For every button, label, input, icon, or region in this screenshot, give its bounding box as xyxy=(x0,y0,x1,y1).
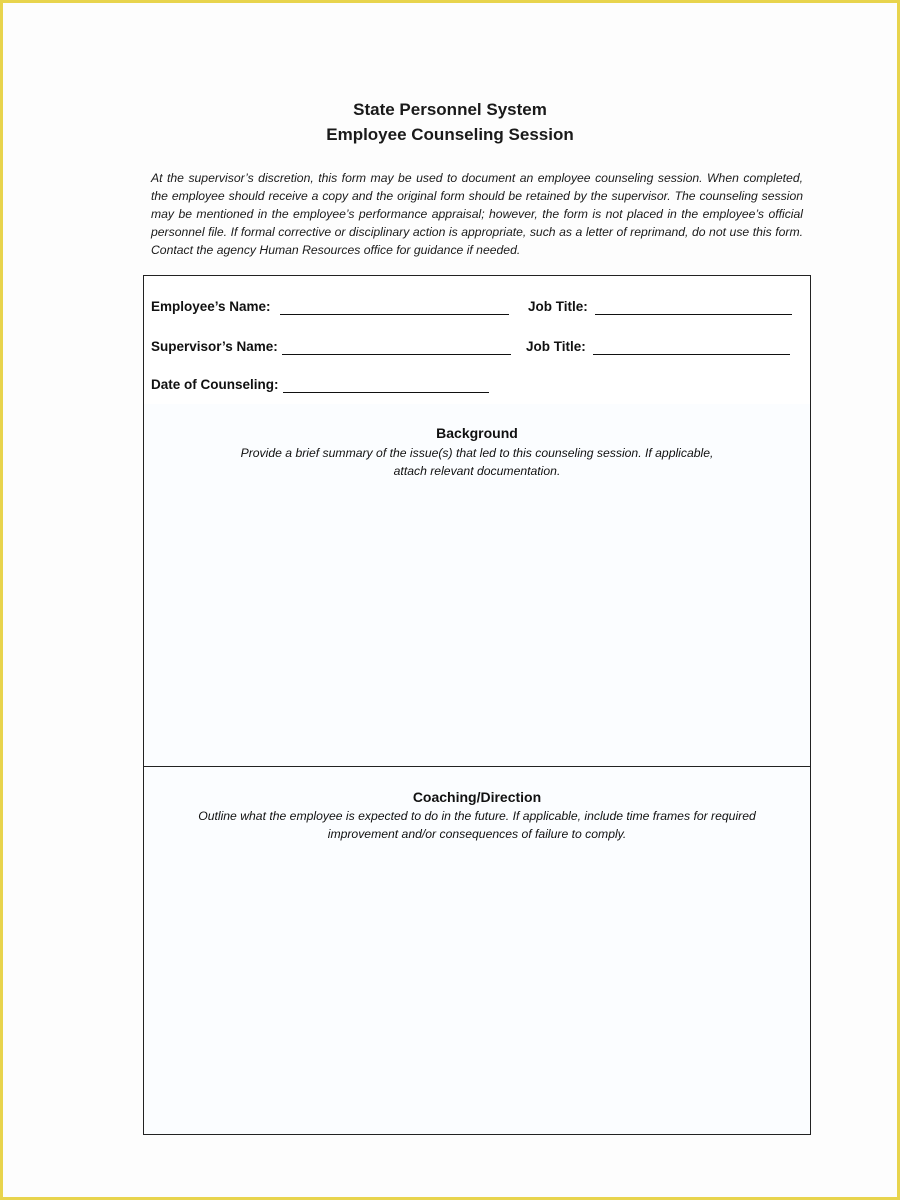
supervisor-job-title-label: Job Title: xyxy=(526,339,586,354)
date-of-counseling-label: Date of Counseling: xyxy=(151,377,279,392)
supervisor-name-label: Supervisor’s Name: xyxy=(151,339,278,354)
coaching-direction-section[interactable] xyxy=(143,766,811,1135)
employee-name-label: Employee’s Name: xyxy=(151,299,271,314)
background-instructions-line2: attach relevant documentation. xyxy=(393,464,561,478)
background-heading: Background xyxy=(436,425,518,441)
intro-paragraph: At the supervisor’s discretion, this form may be used to document an employee counseling session. When completed, the employee should receive a copy and the original form should be retained by the supervisor. The counseling session may be mentioned in the employee’s performance appraisal; however, the form is not placed in the employee’s official personnel file. If formal corrective or disciplinary action is appropriate, such as a letter of reprimand, do not use this form. Contact the agency Human Resources office for guidance if needed. xyxy=(151,171,803,257)
supervisor-name-field[interactable] xyxy=(282,354,511,355)
employee-job-title-field[interactable] xyxy=(595,314,792,315)
coaching-heading: Coaching/Direction xyxy=(412,789,542,805)
date-of-counseling-field[interactable] xyxy=(283,392,489,393)
employee-name-field[interactable] xyxy=(280,314,509,315)
supervisor-job-title-field[interactable] xyxy=(593,354,790,355)
form-title-line2: Employee Counseling Session xyxy=(326,125,574,144)
employee-info-section xyxy=(143,275,811,406)
background-section[interactable] xyxy=(143,404,811,767)
background-instructions-line1: Provide a brief summary of the issue(s) that led to this counseling session. If applicable, xyxy=(240,446,714,460)
form-title-line1: State Personnel System xyxy=(353,100,547,119)
employee-job-title-label: Job Title: xyxy=(528,299,588,314)
coaching-instructions-line1: Outline what the employee is expected to do in the future. If applicable, include time frames for required xyxy=(198,809,756,823)
coaching-instructions-line2: improvement and/or consequences of failure to comply. xyxy=(327,827,627,841)
